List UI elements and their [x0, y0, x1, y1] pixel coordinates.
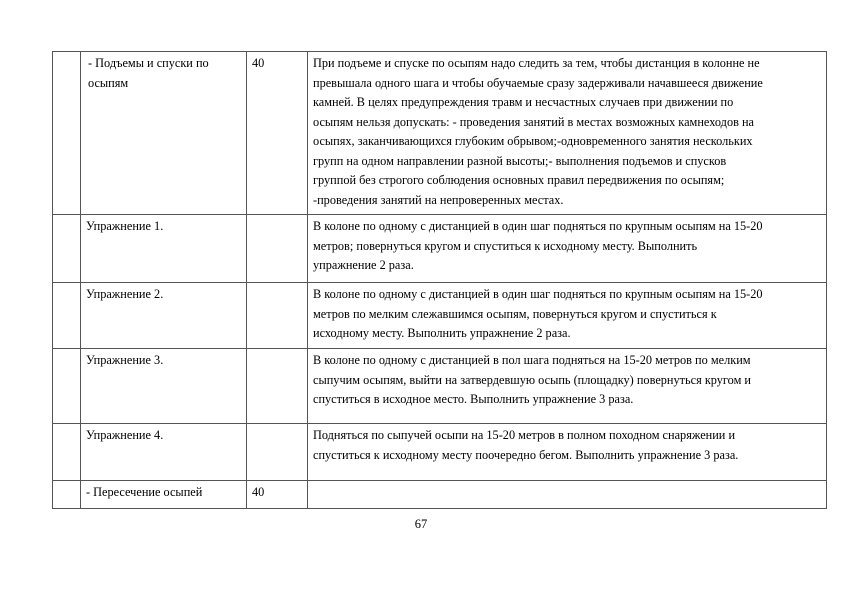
description-cell — [308, 283, 827, 349]
topic-cell: - Пересечение осыпей — [81, 481, 247, 509]
row-number-cell — [53, 52, 81, 215]
description-line: спуститься к исходному месту поочередно бегом. Выполнить упражнение 3 раза. — [313, 447, 739, 462]
description-line: При подъеме и спуске по осыпям надо следить за тем, чтобы дистанция в колонне не — [313, 56, 760, 70]
row-number-cell — [53, 349, 81, 424]
description-line: В колоне по одному с дистанцией в один шаг подняться по крупным осыпям на 15-20 — [313, 219, 763, 233]
hours-cell: 40 — [247, 481, 308, 509]
table-row — [53, 283, 827, 349]
description-line: метров; повернуться кругом и спуститься к исходному месту. Выполнить — [313, 238, 698, 253]
description-cell — [308, 481, 827, 509]
row-number-cell — [53, 481, 81, 509]
description-line: исходному месту. Выполнить упражнение 2 раза. — [313, 326, 571, 340]
description-cell — [308, 52, 827, 215]
description-line: В колоне по одному с дистанцией в один шаг подняться по крупным осыпям на 15-20 — [313, 287, 763, 301]
description-line: осыпям нельзя допускать: - проведения занятий в местах возможных камнеходов на — [313, 114, 755, 129]
hours-cell — [247, 283, 308, 349]
table-row — [53, 424, 827, 481]
row-number-cell — [53, 283, 81, 349]
topic-cell: Упражнение 3. — [81, 349, 247, 424]
description-line: Подняться по сыпучей осыпи на 15-20 метров в полном походном снаряжении и — [313, 428, 736, 442]
topic-cell: Упражнение 2. — [81, 283, 247, 349]
description-line: осыпях, заканчивающихся глубоким обрывом;-одновременного занятия нескольких — [313, 134, 753, 148]
page-number: 67 — [414, 517, 428, 531]
table-row — [53, 215, 827, 283]
description-line: превышала одного шага и чтобы обучаемые сразу задерживали начавшееся движение — [313, 75, 763, 90]
row-number-cell — [53, 215, 81, 283]
description-cell — [308, 349, 827, 424]
description-cell — [308, 215, 827, 283]
table-row — [53, 52, 827, 215]
description-line: -проведения занятий на непроверенных местах. — [313, 192, 564, 207]
hours-cell — [247, 424, 308, 481]
description-line: спуститься в исходное место. Выполнить упражнение 3 раза. — [313, 392, 634, 406]
description-line: группой без строгого соблюдения основных правил передвижения по осыпям; — [313, 173, 725, 187]
description-line: упражнение 2 раза. — [313, 258, 414, 272]
description-line: сыпучим осыпям, выйти на затвердевшую осыпь (площадку) повернуться кругом и — [313, 372, 752, 387]
table-row — [53, 349, 827, 424]
description-line: В колоне по одному с дистанцией в пол шага подняться на 15-20 метров по мелким — [313, 353, 751, 367]
table-row — [53, 481, 827, 509]
description-line: метров по мелким слежавшимся осыпям, повернуться кругом и спуститься к — [313, 306, 717, 321]
row-number-cell — [53, 424, 81, 481]
table-body — [53, 52, 827, 509]
hours-cell — [247, 349, 308, 424]
description-cell — [308, 424, 827, 481]
topic-cell: Упражнение 4. — [81, 424, 247, 481]
description-line: групп на одном направлении разной высоты;- выполнения подъемов и спусков — [313, 153, 727, 168]
hours-cell — [247, 215, 308, 283]
topic-cell: Упражнение 1. — [81, 215, 247, 283]
topic-cell: - Подъемы и спуски по осыпям — [81, 52, 247, 215]
hours-cell: 40 — [247, 52, 308, 215]
program-table — [52, 51, 827, 509]
description-line: камней. В целях предупреждения травм и несчастных случаев при движении по — [313, 95, 734, 109]
